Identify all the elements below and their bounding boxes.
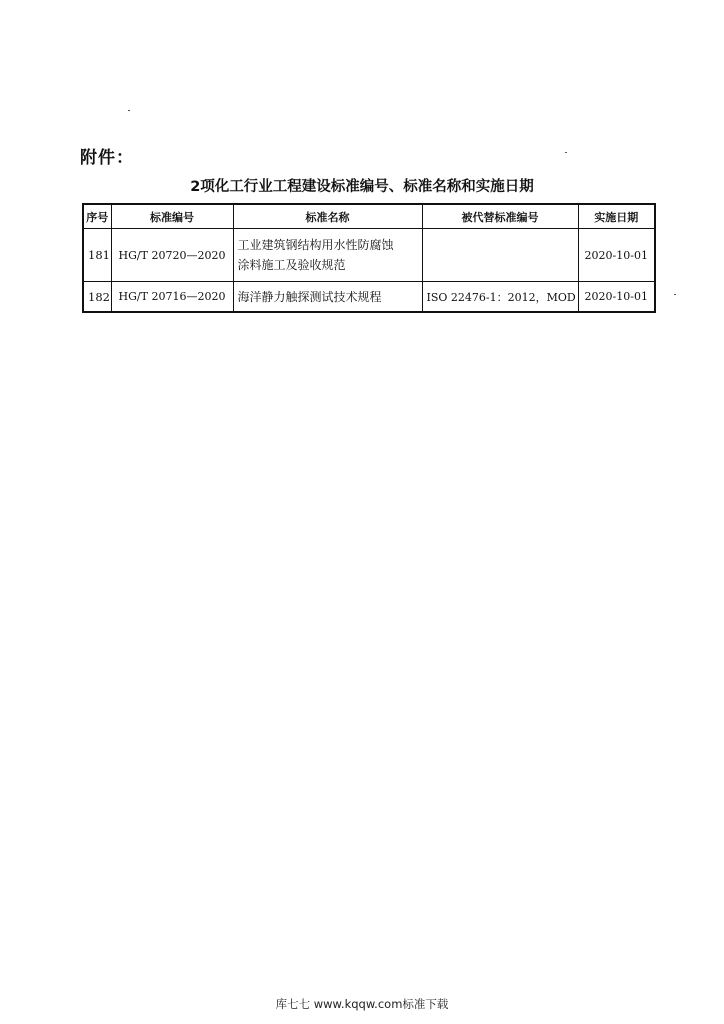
cell-name [233,229,422,282]
header-date: 实施日期 [578,204,655,229]
cell-name [233,282,422,313]
cell-name-line2: 涂料施工及验收规范 [237,258,346,272]
cell-replaced [422,229,578,282]
header-replaced: 被代替标准编号 [422,204,578,229]
cell-replaced: ISO 22476-1：2012，MOD [422,282,578,313]
cell-seq: 181 [83,229,111,282]
scan-speck [565,152,567,153]
table-row [83,282,655,313]
header-name: 标准名称 [233,204,422,229]
scan-speck [674,294,676,295]
header-seq: 序号 [83,204,111,229]
scan-speck [128,110,130,111]
cell-code: HG/T 20720—2020 [111,229,233,282]
header-code: 标准编号 [111,204,233,229]
standards-table [82,203,656,313]
table-row [83,229,655,282]
cell-name-line1: 工业建筑钢结构用水性防腐蚀 [237,238,394,252]
cell-name-line1: 海洋静力触探测试技术规程 [237,289,382,304]
attachment-label: 附件： [80,148,134,168]
cell-date: 2020-10-01 [578,282,655,313]
table-header-row [83,204,655,229]
footer-watermark: 库七七 www.kqqw.com标准下载 [275,997,449,1011]
cell-code: HG/T 20716—2020 [111,282,233,313]
cell-seq: 182 [83,282,111,313]
document-title: 2项化工行业工程建设标准编号、标准名称和实施日期 [190,179,534,195]
cell-date: 2020-10-01 [578,229,655,282]
